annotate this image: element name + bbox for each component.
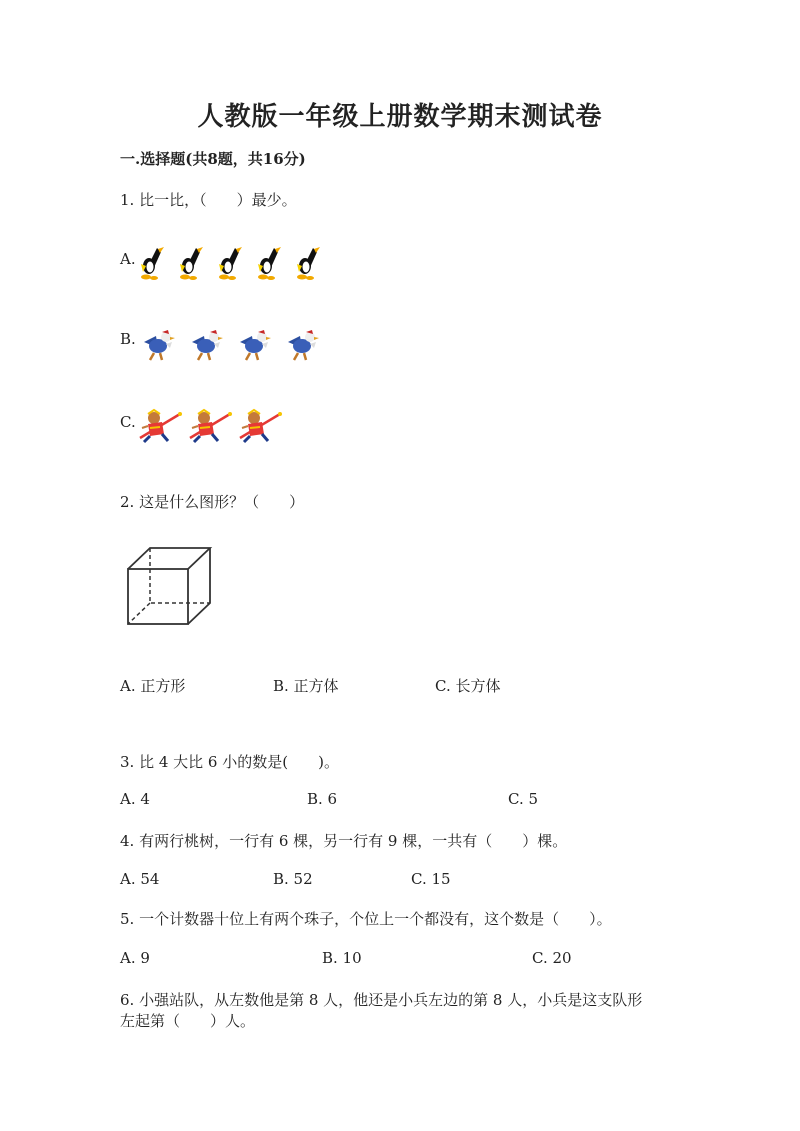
q5-option-a: A. 9 [120, 949, 150, 967]
q1-option-c-images [138, 408, 282, 444]
q1-option-b-images [140, 328, 320, 362]
duck-icon [188, 328, 224, 362]
penguin-icon [176, 246, 204, 282]
q1-option-a-label: A. [120, 250, 136, 268]
duck-icon [140, 328, 176, 362]
penguin-icon [215, 246, 243, 282]
duck-icon [236, 328, 272, 362]
section-heading: 一.选择题(共8题，共16分) [120, 150, 306, 168]
monkey-king-icon [238, 408, 282, 444]
q5-option-b: B. 10 [322, 949, 362, 967]
q5-option-c: C. 20 [532, 949, 572, 967]
q1-option-a-images [137, 246, 321, 282]
penguin-icon [137, 246, 165, 282]
monkey-king-icon [138, 408, 182, 444]
question-3: 3. 比 4 大比 6 小的数是( )。 [120, 753, 339, 771]
q4-option-a: A. 54 [120, 870, 160, 888]
duck-icon [284, 328, 320, 362]
q1-option-c-label: C. [120, 413, 136, 431]
question-4: 4. 有两行桃树，一行有 6 棵，另一行有 9 棵，一共有（ ）棵。 [120, 832, 568, 850]
q4-option-b: B. 52 [273, 870, 313, 888]
q1-option-b-label: B. [120, 330, 136, 348]
q3-option-b: B. 6 [307, 790, 338, 808]
q4-option-c: C. 15 [411, 870, 451, 888]
question-6-line-1: 6. 小强站队，从左数他是第 8 人，他还是小兵左边的第 8 人，小兵是这支队形 [120, 991, 643, 1009]
monkey-king-icon [188, 408, 232, 444]
question-2: 2. 这是什么图形？（ ） [120, 493, 305, 511]
q2-option-c: C. 长方体 [435, 677, 501, 695]
cube-icon [124, 545, 214, 627]
page-title: 人教版一年级上册数学期末测试卷 [197, 102, 603, 132]
question-5: 5. 一个计数器十位上有两个珠子，个位上一个都没有，这个数是（ ）。 [120, 910, 612, 928]
penguin-icon [293, 246, 321, 282]
q3-option-c: C. 5 [508, 790, 539, 808]
penguin-icon [254, 246, 282, 282]
question-1: 1. 比一比，（ ）最少。 [120, 191, 297, 209]
q2-option-a: A. 正方形 [120, 677, 186, 695]
q3-option-a: A. 4 [120, 790, 150, 808]
q2-option-b: B. 正方体 [273, 677, 339, 695]
question-6-line-2: 左起第（ ）人。 [120, 1012, 256, 1030]
